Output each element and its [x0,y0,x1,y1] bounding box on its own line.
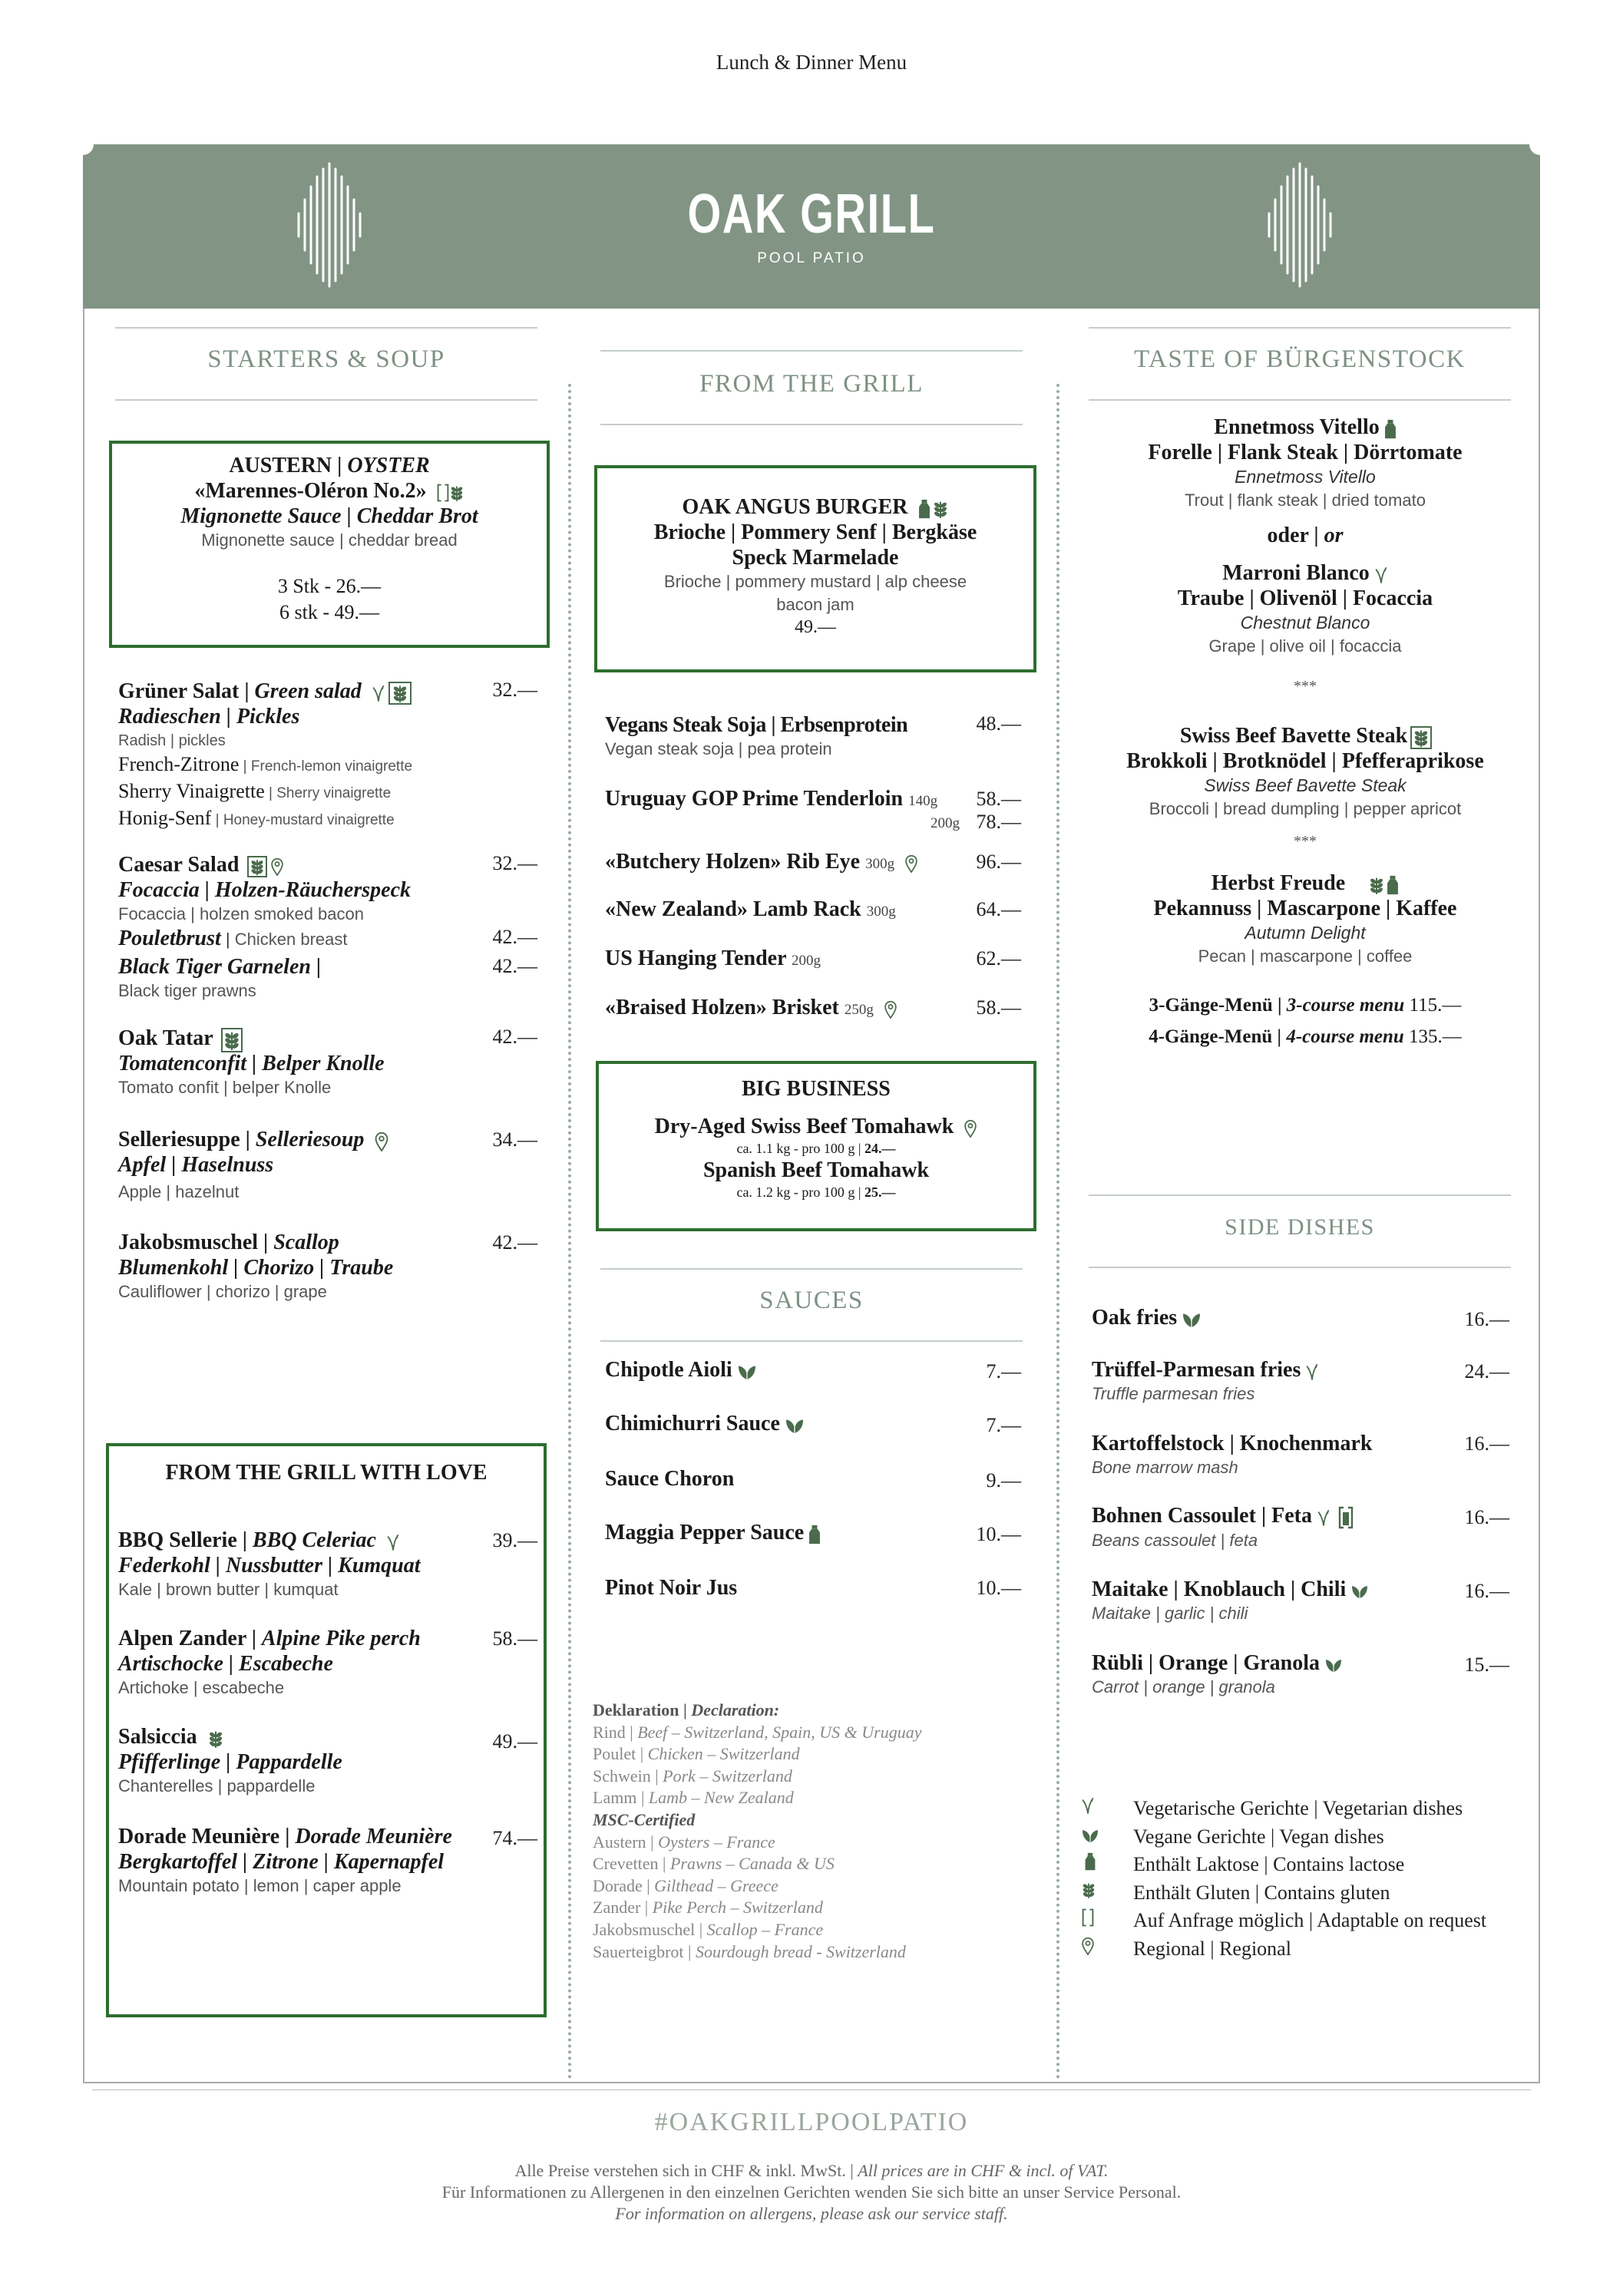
column-divider-2 [1056,384,1059,2080]
vegetarian-icon [1374,566,1388,584]
regional-icon [904,854,918,873]
price: 48.— [976,712,1021,735]
footer-allergen-note-en: For information on allergens, please ask our service staff. [615,2204,1008,2223]
menu-item-celery-soup: Selleriesuppe | Selleriesoup Apfel | Haselnuss Apple | hazelnut [118,1127,502,1204]
msc-certified: MSC-Certified [593,1809,696,1829]
menu-item-vegan-steak: Vegans Steak Soja | Erbsenprotein Vegan steak soja | pea protein [605,713,908,758]
price: 64.— [976,898,1021,920]
taste-menu: Ennetmoss Vitello Forelle | Flank Steak | Dörrtomate Ennetmoss Vitello Trout | flank steak | dried tomato oder | or Marroni Blanco Traube | Olivenöl | Focaccia Chestnut Blanco Grape | olive oil | focaccia *** Swiss Beef Bavette Steak Brokkoli | Brotknödel | Pfefferaprikose Swiss Beef Bavette Steak Broccoli | bread dumpling | pepper apricot *** Herbst Freude Pekannuss | Mascarpone | Kaffee Autumn Delight Pecan | mascarpone | coffee 3-Gänge-Menü | 3-course menu 115.— 4-Gänge-Menü | 4-course menu 135.— [1090,415,1520,1049]
side-item: Trüffel-Parmesan fries Truffle parmesan fries [1092,1357,1445,1406]
brand-name: OAK GRILL [687,183,936,245]
price: 32.— [492,852,537,874]
vegan-icon [785,1417,805,1434]
vegetarian-icon [1305,1362,1319,1382]
declaration-row: Crevetten | Prawns – Canada & US [593,1854,835,1874]
price: 16.— [1464,1308,1509,1330]
menu-item-rib-eye: «Butchery Holzen» Rib Eye 300g [605,849,958,877]
taste-course-3: Herbst Freude [1211,871,1346,895]
vegan-icon [1081,1823,1133,1852]
footer-notes: Alle Preise verstehen sich in CHF & inkl. MwSt. | All prices are in CHF & incl. of VAT. Für Informationen zu Allergenen in den einzelnen Gerichten wenden Sie sich bitte an unser Service Personal. For information on allergens, please ask our service staff. [0,2160,1623,2225]
price: 42.— [492,955,537,977]
section-sides-heading: SIDE DISHES [1225,1214,1375,1240]
taste-oder: oder | [1267,524,1324,547]
price: 9.— [986,1469,1021,1492]
price: 78.— [976,811,1021,833]
section-big-business-heading: BIG BUSINESS [742,1077,891,1101]
price: 58.— [492,1627,537,1650]
menu-item-alpine-pike-perch: Alpen Zander | Alpine Pike perch Artischocke | Escabeche Artichoke | escabeche [118,1627,421,1697]
price: 58.— [976,996,1021,1019]
sauce-item: Pinot Noir Jus [605,1576,738,1600]
declaration-row: Zander | Pike Perch – Switzerland [593,1898,823,1918]
burger-name: OAK ANGUS BURGER [682,495,908,519]
vegan-icon [1350,1584,1369,1599]
regional-icon [374,1131,389,1151]
four-course-price: 135.— [1403,1026,1462,1047]
oyster-price-6: 6 stk - 49.— [279,601,379,623]
price: 7.— [986,1414,1021,1436]
lactose-icon [918,499,930,519]
declaration-row: Schwein | Pork – Switzerland [593,1766,792,1786]
gluten-icon [390,683,410,703]
oyster-variety: «Marennes-Oléron No.2» [194,479,427,503]
rule [115,399,537,401]
price: 42.— [492,1026,537,1048]
gluten-icon [249,857,266,876]
vegetarian-icon [1317,1508,1330,1528]
vegetarian-icon [372,684,385,702]
oyster-sides: Mignonette Sauce | Cheddar Brot [180,504,478,528]
regional-icon [270,857,284,876]
rule [600,424,1023,425]
rule [1089,327,1511,329]
menu-title: Lunch & Dinner Menu [716,51,907,74]
separator-stars: *** [1294,833,1317,850]
menu-item-salsiccia: Salsiccia Pfifferlinge | Pappardelle Chanterelles | pappardelle [118,1725,342,1796]
oyster-title-en: OYSTER [347,454,430,477]
price: 39.— [492,1529,537,1551]
declaration-row: Jakobsmuschel | Scallop – France [593,1919,824,1939]
brand-subtitle: POOL PATIO [757,250,866,266]
menu-item-dorade: Dorade Meunière | Dorade Meunière Bergkartoffel | Zitrone | Kapernapfel Mountain potato | lemon | caper apple [118,1825,452,1895]
declaration-row: Austern | Oysters – France [593,1832,775,1852]
price: 62.— [976,947,1021,970]
sauce-item: Sauce Choron [605,1467,735,1491]
oyster-title: AUSTERN | [229,454,348,477]
column-divider-1 [568,384,571,2080]
price: 49.— [492,1730,537,1753]
price: 16.— [1464,1580,1509,1602]
menu-item-scallop: Jakobsmuschel | Scallop Blumenkohl | Chorizo | Traube Cauliflower | chorizo | grape [118,1231,394,1301]
declaration-block: Deklaration | Declaration: Rind | Beef – Switzerland, Spain, US & Uruguay Poulet | Chicken – Switzerland Schwein | Pork – Switzerland Lamm | Lamb – New Zealand MSC-Certified Austern | Oysters – France Crevetten | Prawns – Canada & US Dorade | Gilthead – Greece Zander | Pike Perch – Switzerland Jakobsmuschel | Scallop – France Sauerteigbrot | Sourdough bread - Switzerland [593,1700,1023,1963]
four-course-label: 4-Gänge-Menü | [1149,1026,1287,1047]
vegan-icon [737,1363,757,1380]
legend-label: Auf Anfrage möglich | Adaptable on request [1133,1909,1487,1932]
burger-description-en-2: bacon jam [776,595,854,614]
legend-label: Regional | Regional [1133,1937,1291,1960]
gluten-icon [207,1729,224,1749]
declaration-row: Rind | Beef – Switzerland, Spain, US & Uruguay [593,1722,922,1742]
gluten-icon [932,499,949,519]
burger-box [594,465,1036,672]
sauce-item: Chimichurri Sauce [605,1411,943,1436]
rule [600,1268,1023,1270]
price: 42.— [492,926,537,948]
burger-description-en: Brioche | pommery mustard | alp cheese [663,572,967,591]
regional-icon [964,1119,977,1138]
frame-right [1539,309,1540,2082]
gluten-icon [1081,1879,1133,1908]
footer-price-note: Alle Preise verstehen sich in CHF & inkl. MwSt. | [514,2161,858,2180]
burger-description-2: Speck Marmelade [732,546,899,570]
regional-icon [884,1000,897,1019]
burger-price: 49.— [795,617,836,637]
footer-allergen-note: Für Informationen zu Allergenen in den einzelnen Gerichten wenden Sie sich bitte an unser Service Personal. [441,2182,1182,2202]
menu-item-bbq-celeriac: BBQ Sellerie | BBQ Celeriac Federkohl | Nussbutter | Kumquat Kale | brown butter | kumquat [118,1528,421,1599]
price: 15.— [1464,1653,1509,1676]
three-course-label: 3-Gänge-Menü | [1149,995,1287,1016]
taste-course-1: Ennetmoss Vitello [1214,415,1380,439]
menu-item-lamb-rack: «New Zealand» Lamb Rack 300g [605,897,896,921]
rule [600,1340,1023,1342]
price: 24.— [1464,1360,1509,1383]
section-taste-heading: TASTE OF BÜRGENSTOCK [1134,345,1466,373]
section-starters-heading: STARTERS & SOUP [207,345,445,373]
adaptable-icon [437,484,449,502]
declaration-row: Sauerteigbrot | Sourdough bread - Switzerland [593,1941,906,1961]
legend-label: Vegane Gerichte | Vegan dishes [1133,1825,1384,1848]
frame-left [83,309,84,2082]
tomahawk-spanish: Spanish Beef Tomahawk [702,1158,930,1182]
side-item: Kartoffelstock | Knochenmark Bone marrow mash [1092,1432,1373,1477]
brand-banner [83,144,1540,309]
menu-item-hanging-tender: US Hanging Tender 200g [605,946,821,970]
menu-item-oak-tatar: Oak Tatar Tomatenconfit | Belper Knolle Tomato confit | belper Knolle [118,1026,385,1097]
gluten-icon [1368,875,1385,895]
tomahawk-spanish-price: 25.— [864,1184,896,1200]
frame-bottom [83,2082,1540,2083]
tomahawk-spanish-weight: ca. 1.2 kg - pro 100 g | [736,1184,865,1200]
oyster-sides-en: Mignonette sauce | cheddar bread [201,530,458,550]
rule [1089,1267,1511,1268]
legend-label: Enthält Gluten | Contains gluten [1133,1881,1390,1904]
separator-stars: *** [1294,678,1317,695]
gluten-icon [449,484,464,502]
menu-item-brisket: «Braised Holzen» Brisket 250g [605,995,958,1022]
vegan-icon [1324,1657,1343,1673]
menu-item-green-salad: Grüner Salat | Green salad Radieschen | Pickles Radish | pickles French-Zitrone | French-lemon vinaigrette Sherry Vinaigrette | Sherry vinaigrette Honig-Senf | Honey-mustard vinaigrette [118,679,413,829]
price: 16.— [1464,1506,1509,1528]
three-course-price: 115.— [1404,995,1462,1016]
weight: 200g [930,815,960,831]
gluten-icon [1412,728,1430,748]
side-item: Maitake | Knoblauch | Chili Maitake | garlic | chili [1092,1577,1445,1625]
price: 32.— [492,679,537,701]
legend-label: Vegetarische Gerichte | Vegetarian dishes [1133,1797,1463,1819]
adaptable-icon [1335,1506,1357,1529]
price: 16.— [1464,1432,1509,1455]
price: 96.— [976,851,1021,873]
price: 42.— [492,1231,537,1254]
price: 7.— [986,1360,1021,1383]
section-grill-love-heading: FROM THE GRILL WITH LOVE [165,1461,488,1485]
declaration-row: Lamm | Lamb – New Zealand [593,1788,794,1808]
vegan-icon [1182,1311,1202,1328]
rule [1089,399,1511,401]
oyster-box [109,441,550,648]
gluten-icon [223,1029,241,1051]
price: 10.— [976,1523,1021,1545]
sauce-item: Maggia Pepper Sauce [605,1520,943,1545]
menu-item-tenderloin: Uruguay GOP Prime Tenderloin 140g [605,787,938,811]
big-business-box [596,1061,1036,1231]
tomahawk-swiss-weight: ca. 1.1 kg - pro 100 g | [736,1141,865,1156]
section-sauces-heading: SAUCES [759,1287,864,1314]
side-item: Oak fries [1092,1305,1445,1330]
price: 10.— [976,1577,1021,1599]
lactose-icon [808,1525,821,1544]
regional-icon [1081,1935,1133,1964]
vegetarian-icon [386,1533,400,1551]
price: 74.— [492,1827,537,1849]
legend-label: Enthält Laktose | Contains lactose [1133,1853,1405,1876]
burger-description: Brioche | Pommery Senf | Bergkäse [653,520,977,544]
price: 58.— [976,788,1021,810]
lactose-icon [1081,1851,1133,1879]
rule [1089,1194,1511,1196]
menu-item-caesar-salad: Caesar Salad Focaccia | Holzen-Räucherspeck Focaccia | holzen smoked bacon Pouletbrust | Chicken breast Black Tiger Garnelen | Black tiger prawns [118,853,412,1000]
tomahawk-swiss-price: 24.— [864,1141,896,1156]
rule [115,327,537,329]
adaptable-icon [1081,1907,1133,1935]
oyster-price-3: 3 Stk - 26.— [277,575,382,597]
side-item: Bohnen Cassoulet | Feta Beans cassoulet | feta [1092,1503,1445,1552]
lactose-icon [1384,419,1397,439]
rule [600,350,1023,352]
declaration-title: Deklaration | [593,1700,692,1720]
tomahawk-swiss: Dry-Aged Swiss Beef Tomahawk [654,1115,954,1138]
legend [1081,1795,1534,1964]
declaration-row: Dorade | Gilthead – Greece [593,1875,778,1895]
declaration-row: Poulet | Chicken – Switzerland [593,1744,800,1764]
side-item: Rübli | Orange | Granola Carrot | orange | granola [1092,1650,1445,1699]
section-grill-heading: FROM THE GRILL [699,370,924,398]
lactose-icon [1387,875,1399,895]
price: 34.— [492,1128,537,1151]
sauce-item: Chipotle Aioli [605,1357,943,1383]
hashtag: #OAKGRILLPOOLPATIO [654,2108,969,2136]
vegetarian-icon [1081,1795,1133,1823]
taste-course-1b: Marroni Blanco [1222,561,1370,585]
taste-course-2: Swiss Beef Bavette Steak [1179,724,1408,748]
